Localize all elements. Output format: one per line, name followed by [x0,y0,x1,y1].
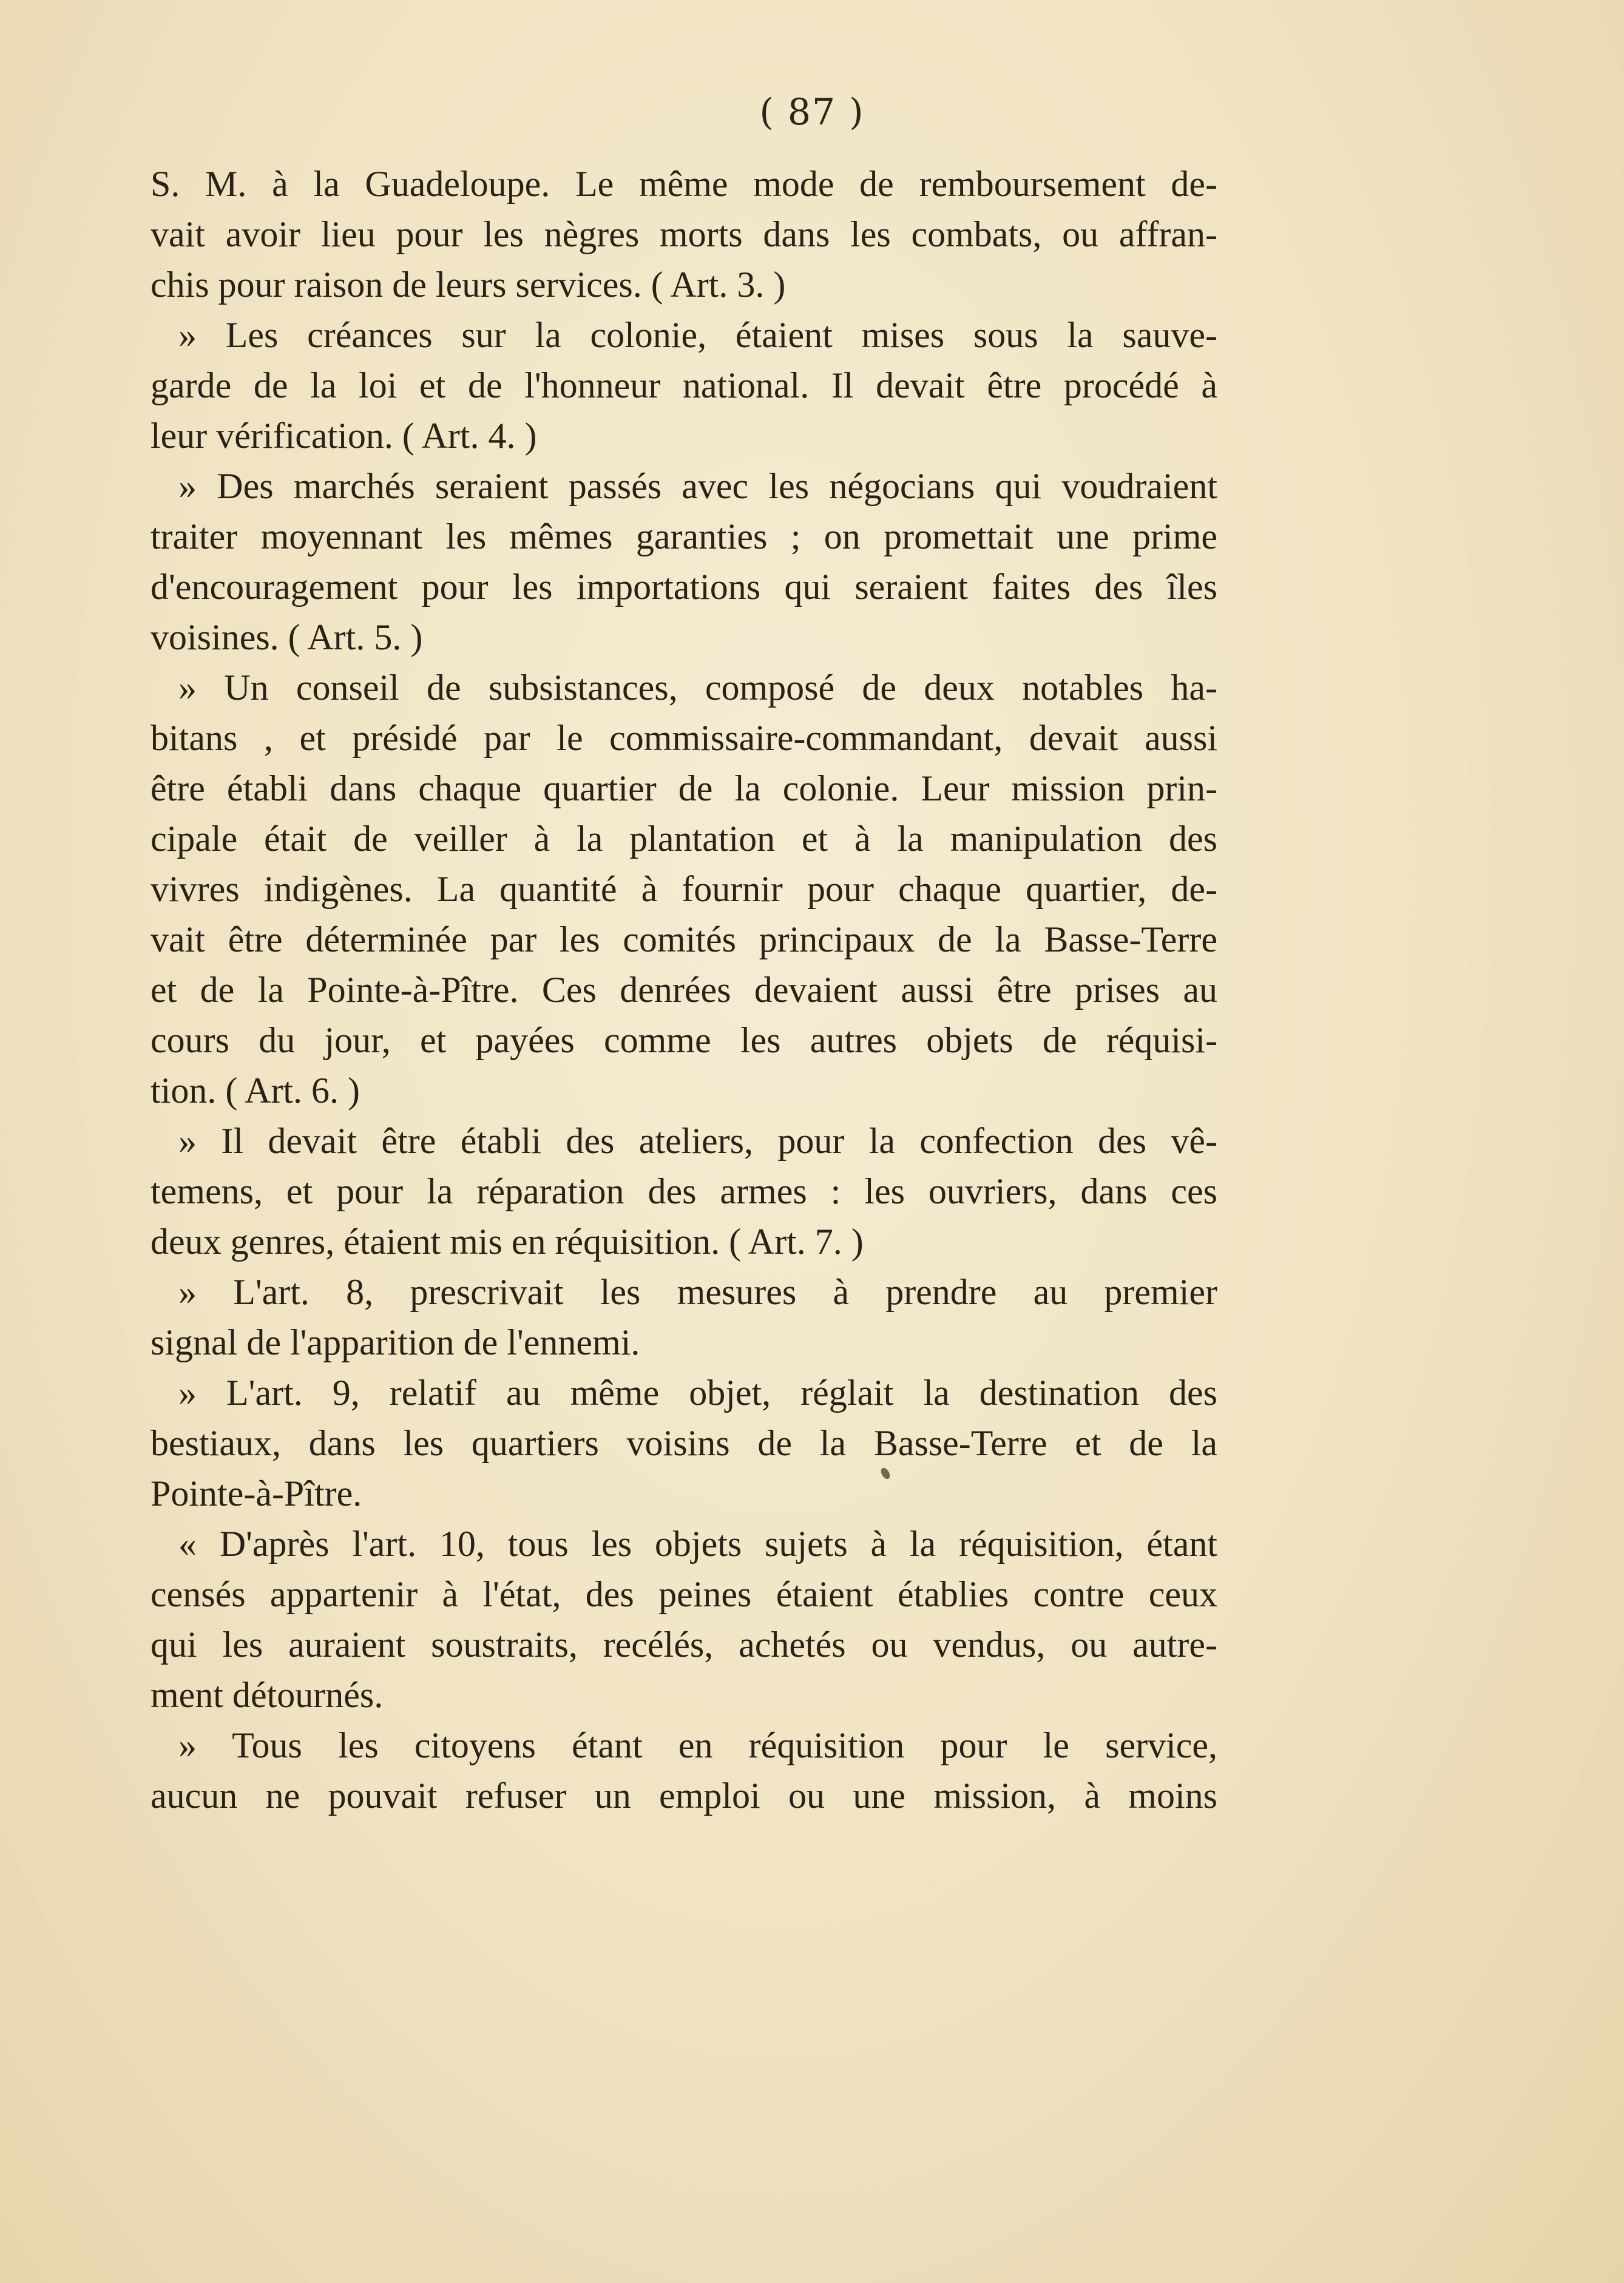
text-line: ment détournés. [151,1675,384,1715]
text-line: « D'après l'art. 10, tous les objets sujets à la réquisition, étant [178,1524,1217,1564]
text-line: deux genres, étaient mis en réquisition. ( Art. 7. ) [151,1222,864,1262]
text-line: qui les auraient soustraits, recélés, achetés ou vendus, ou autre- [151,1625,1217,1665]
paragraph [151,310,1217,461]
text-line: chis pour raison de leurs services. ( Art. 3. ) [151,265,786,305]
text-line: d'encouragement pour les importations qui seraient faites des îles [151,567,1217,607]
text-line: aucun ne pouvait refuser un emploi ou une mission, à moins [151,1776,1217,1816]
paragraph [151,1116,1217,1267]
text-line: » Des marchés seraient passés avec les négocians qui voudraient [178,466,1217,506]
text-line: » L'art. 8, prescrivait les mesures à prendre au premier [178,1272,1217,1312]
paragraph [151,1519,1217,1720]
text-line: censés appartenir à l'état, des peines étaient établies contre ceux [151,1574,1217,1614]
text-line: vivres indigènes. La quantité à fournir pour chaque quartier, de- [151,869,1217,909]
text-line: voisines. ( Art. 5. ) [151,617,423,657]
text-line: S. M. à la Guadeloupe. Le même mode de remboursement de- [151,164,1217,204]
paragraph [151,461,1217,663]
text-line: » Les créances sur la colonie, étaient mises sous la sauve- [178,315,1217,355]
text-line: garde de la loi et de l'honneur national. Il devait être procédé à [151,365,1217,405]
text-line: tion. ( Art. 6. ) [151,1070,360,1111]
text-line: leur vérification. ( Art. 4. ) [151,416,537,456]
text-line: » Tous les citoyens étant en réquisition pour le service, [178,1725,1217,1765]
text-line: temens, et pour la réparation des armes : les ouvriers, dans ces [151,1171,1217,1211]
text-line: et de la Pointe-à-Pître. Ces denrées devaient aussi être prises au [151,970,1217,1010]
text-line: » L'art. 9, relatif au même objet, réglait la destination des [178,1373,1217,1413]
text-line: cipale était de veiller à la plantation et à la manipulation des [151,819,1217,859]
text-line: » Un conseil de subsistances, composé de deux notables ha- [178,668,1217,708]
text-line: bitans , et présidé par le commissaire-commandant, devait aussi [151,718,1217,758]
paragraph [151,1267,1217,1368]
page-number: ( 87 ) [759,91,865,134]
text-line: Pointe-à-Pître. [151,1473,362,1514]
paragraph [151,1720,1217,1821]
text-line: bestiaux, dans les quartiers voisins de la Basse-Terre et de la [151,1423,1217,1463]
text-line: être établi dans chaque quartier de la colonie. Leur mission prin- [151,768,1217,808]
body-text [151,159,1217,1821]
paragraph [151,1368,1217,1519]
paragraph [151,663,1217,1116]
text-line: signal de l'apparition de l'ennemi. [151,1322,640,1362]
text-line: vait être déterminée par les comités principaux de la Basse-Terre [151,919,1217,959]
text-line: cours du jour, et payées comme les autres objets de réquisi- [151,1020,1217,1060]
text-line: » Il devait être établi des ateliers, pour la confection des vê- [178,1121,1217,1161]
paragraph [151,159,1217,310]
text-line: vait avoir lieu pour les nègres morts dans les combats, ou affran- [151,214,1217,254]
text-line: traiter moyennant les mêmes garanties ; on promettait une prime [151,516,1217,556]
